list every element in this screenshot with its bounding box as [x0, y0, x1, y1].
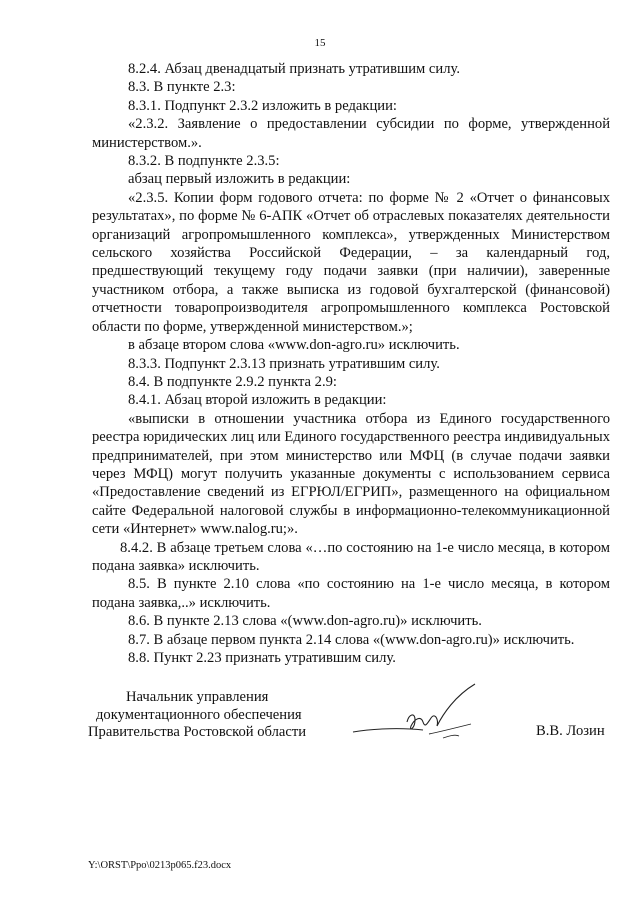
paragraph: 8.3.1. Подпункт 2.3.2 изложить в редакции:	[128, 97, 397, 114]
signatory-title-line-1: Начальник управления	[126, 689, 269, 705]
paragraph: «выписки в отношении участника отбора из Единого государственного реестра юридических лиц или Единого государственного реестра индивидуальных предпринимателей, при этом министерство или МФЦ (в случае подачи заявки через МФЦ) могут получить указанные документы с использованием сервиса «Предоставление сведений из ЕГРЮЛ/ЕГРИП», размещенного на официальном сайте Федеральной налоговой службы в информационно-телекоммуникационной сети «Интернет» www.nalog.ru;».	[92, 410, 610, 538]
paragraph: 8.5. В пункте 2.10 слова «по состоянию на 1-е число месяца, в котором подана заявка,..» исключить.	[92, 576, 610, 611]
paragraph: «2.3.2. Заявление о предоставлении субсидии по форме, утвержденной министерством.».	[92, 116, 610, 151]
page-number: 15	[314, 37, 326, 49]
paragraph: 8.4.2. В абзаце третьем слова «…по состоянию на 1-е число месяца, в котором подана заявка» исключить.	[92, 539, 610, 574]
paragraph: в абзаце втором слова «www.don-agro.ru» исключить.	[128, 337, 460, 354]
paragraph: 8.2.4. Абзац двенадцатый признать утратившим силу.	[128, 61, 460, 77]
signatory-title-line-3: Правительства Ростовской области	[88, 724, 307, 740]
paragraph: 8.8. Пункт 2.23 признать утратившим силу.	[128, 650, 396, 666]
signatory-title-line-2: документационного обеспечения	[96, 706, 302, 723]
paragraph: 8.7. В абзаце первом пункта 2.14 слова «(www.don-agro.ru)» исключить.	[128, 631, 575, 648]
paragraph: 8.4.1. Абзац второй изложить в редакции:	[128, 392, 387, 409]
signatory-title	[88, 689, 306, 742]
paragraph: 8.3.3. Подпункт 2.3.13 признать утратившим силу.	[128, 355, 440, 372]
paragraph: 8.4. В подпункте 2.9.2 пункта 2.9:	[128, 373, 337, 390]
paragraph: 8.3.2. В подпункте 2.3.5:	[128, 153, 280, 170]
paragraph: «2.3.5. Копии форм годового отчета: по форме № 2 «Отчет о финансовых результатах», по форме № 6-АПК «Отчет об отраслевых показателях деятельности организаций агропромышленного комплекса», утвержденных Министерством сельского хозяйства Российской Федерации, – за календарный год, предшествующий текущему году подачи заявки (при наличии), заверенные участником отбора, а также выписка из годовой бухгалтерской (финансовой) отчетности товаропроизводителя агропромышленного комплекса Ростовской области по форме, утвержденной министерством.»;	[92, 189, 610, 335]
handwritten-signature	[345, 678, 485, 748]
signatory-name: В.В. Лозин	[536, 723, 605, 739]
paragraph: абзац первый изложить в редакции:	[128, 171, 351, 188]
footer-file-path: Y:\ORST\Ppo\0213p065.f23.docx	[88, 860, 232, 871]
document-body	[92, 60, 610, 667]
paragraph: 8.3. В пункте 2.3:	[128, 79, 236, 96]
paragraph: 8.6. В пункте 2.13 слова «(www.don-agro.ru)» исключить.	[128, 613, 482, 630]
